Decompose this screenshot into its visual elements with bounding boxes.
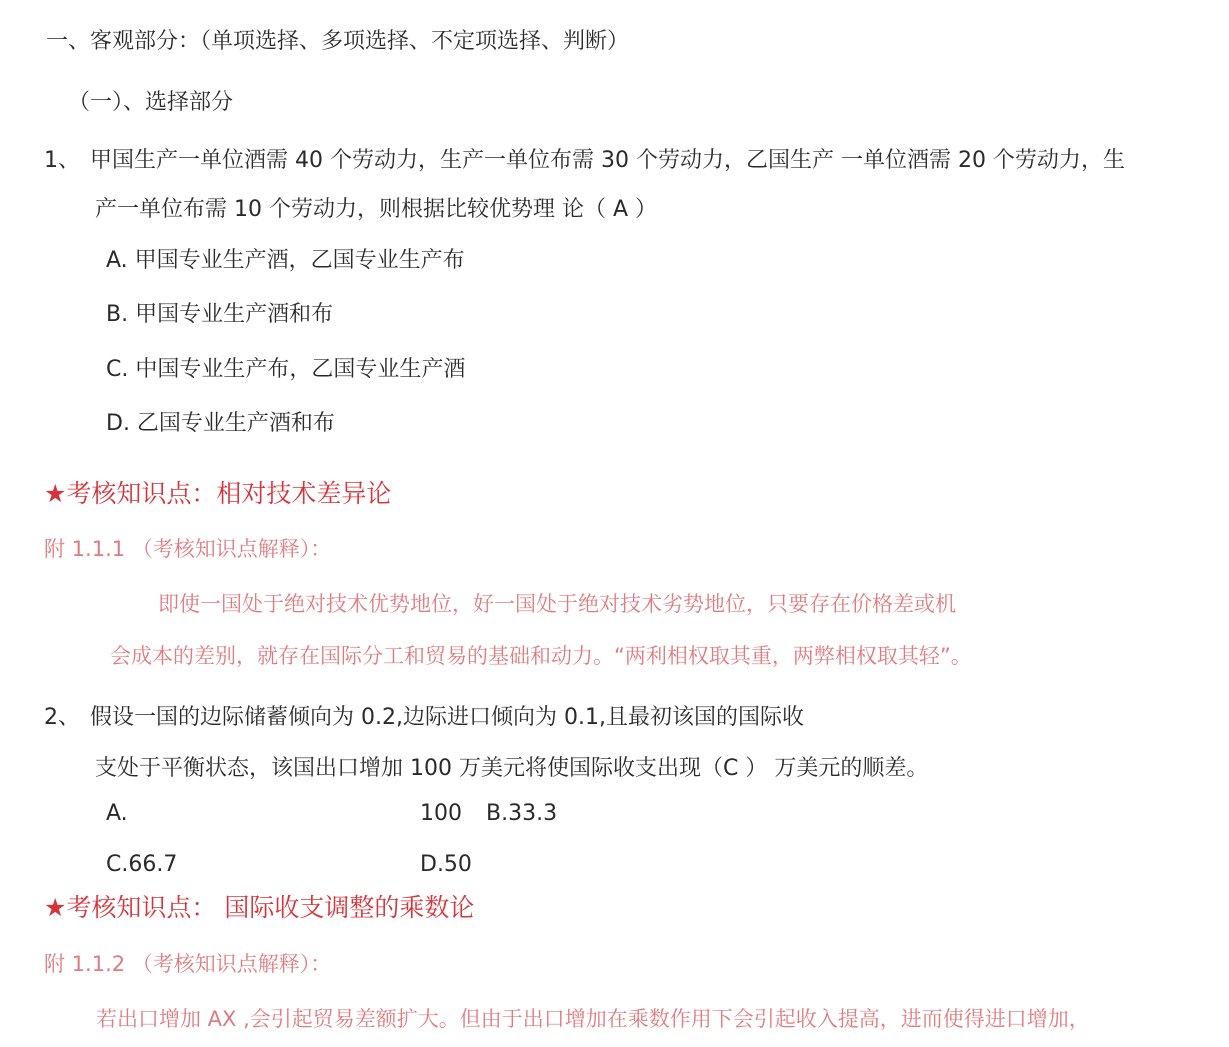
q2-option-a-value: 100: [420, 801, 462, 826]
q1-option-c: C. 中国专业生产布，乙国专业生产酒: [106, 357, 466, 382]
q2-knowledge-point: [44, 888, 474, 924]
q1-number: 1、: [44, 148, 80, 173]
q2-text-line1: 假设一国的边际储蓄倾向为 0.2,边际进口倾向为 0.1,且最初该国的国际收: [90, 705, 804, 730]
star-icon: ★: [44, 893, 67, 922]
q1-text-line1: 甲国生产一单位酒需 40 个劳动力，生产一单位布需 30 个劳动力，乙国生产 一单位酒需 20 个劳动力，生: [90, 148, 1125, 173]
q1-appendix-label: 附 1.1.1 （考核知识点解释）：: [44, 537, 332, 561]
section-heading: 一、客观部分：（单项选择、多项选择、不定项选择、判断）: [46, 29, 630, 54]
section-subheading: （一）、选择部分: [68, 90, 234, 115]
q2-explanation-line1: 若出口增加 AX ,会引起贸易差额扩大。但由于出口增加在乘数作用下会引起收入提高，进而使得进口增加，: [96, 1007, 1090, 1031]
q1-explanation-line1: 即使一国处于绝对技术优势地位，好一国处于绝对技术劣势地位，只要存在价格差或机: [158, 592, 956, 616]
q2-option-d: D.50: [420, 852, 472, 877]
q2-option-b: B.33.3: [486, 801, 558, 826]
q1-option-b: B. 甲国专业生产酒和布: [106, 302, 334, 327]
q1-text-line2: 产一单位布需 10 个劳动力，则根据比较优势理 论（ A ）: [95, 197, 658, 222]
q2-option-a: A.: [106, 801, 128, 826]
q2-appendix-label: 附 1.1.2 （考核知识点解释）：: [44, 952, 332, 976]
q1-explanation-line2: 会成本的差别，就存在国际分工和贸易的基础和动力。“两利相权取其重，两弊相权取其轻”。: [110, 644, 972, 668]
q2-number: 2、: [44, 705, 80, 730]
q1-knowledge-point: [44, 474, 391, 510]
star-icon: ★: [44, 479, 67, 508]
q2-knowledge-text: 考核知识点： 国际收支调整的乘数论: [66, 893, 475, 922]
q1-knowledge-text: 考核知识点：相对技术差异论: [66, 479, 392, 508]
q2-text-line2: 支处于平衡状态，该国出口增加 100 万美元将使国际收支出现（C ） 万美元的顺差。: [95, 756, 929, 781]
q1-option-a: A. 甲国专业生产酒，乙国专业生产布: [106, 248, 465, 273]
q1-option-d: D. 乙国专业生产酒和布: [106, 411, 335, 436]
q2-option-c: C.66.7: [106, 852, 178, 877]
